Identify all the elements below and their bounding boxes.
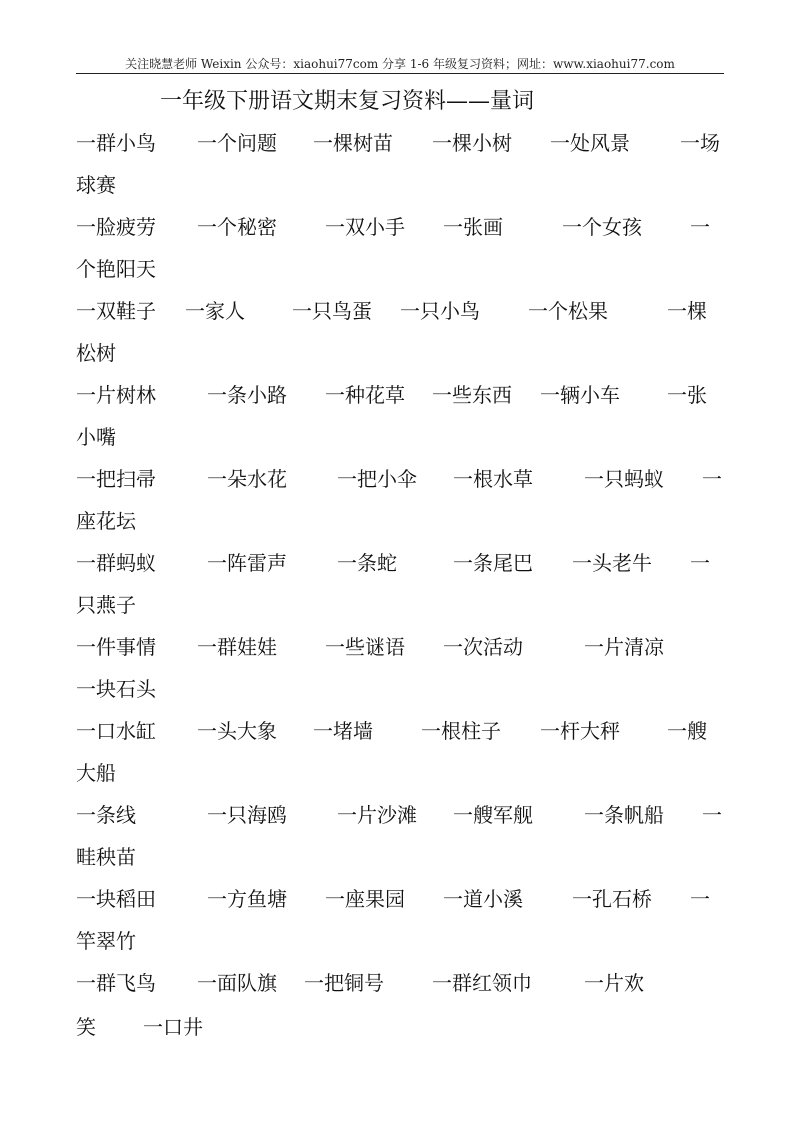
vocab-word: 畦秧苗 <box>76 845 136 869</box>
vocab-word: 一棵 <box>667 299 707 323</box>
vocab-word: 一 <box>690 215 710 239</box>
vocab-word: 一面队旗 <box>197 971 277 995</box>
vocab-word: 松树 <box>76 341 116 365</box>
vocab-word: 一方鱼塘 <box>207 887 287 911</box>
vocab-word: 一棵小树 <box>432 131 512 155</box>
vocab-word: 一杆大秤 <box>540 719 620 743</box>
vocab-word: 一艘 <box>667 719 707 743</box>
vocab-word: 一条蛇 <box>337 551 397 575</box>
vocab-word: 一张画 <box>443 215 503 239</box>
vocab-word: 一个松果 <box>528 299 608 323</box>
vocab-word: 一 <box>690 887 710 911</box>
vocab-word: 一群红领巾 <box>432 971 532 995</box>
vocab-word: 一群小鸟 <box>76 131 156 155</box>
vocab-word: 一种花草 <box>325 383 405 407</box>
vocab-word: 一头大象 <box>197 719 277 743</box>
vocab-word: 一朵水花 <box>207 467 287 491</box>
vocab-word: 一棵树苗 <box>313 131 393 155</box>
vocab-word: 一群飞鸟 <box>76 971 156 995</box>
vocab-word: 一片树林 <box>76 383 156 407</box>
vocab-word: 一 <box>702 803 722 827</box>
vocab-word: 一双鞋子 <box>76 299 156 323</box>
vocab-word: 只燕子 <box>76 593 136 617</box>
vocab-word: 一把铜号 <box>304 971 384 995</box>
vocab-word: 一条帆船 <box>584 803 664 827</box>
vocab-word: 一处风景 <box>550 131 630 155</box>
vocab-word: 一个秘密 <box>197 215 277 239</box>
vocab-word: 一条小路 <box>207 383 287 407</box>
vocab-word: 一堵墙 <box>313 719 373 743</box>
vocab-word: 一双小手 <box>325 215 405 239</box>
vocab-word: 大船 <box>76 761 116 785</box>
vocab-word: 小嘴 <box>76 425 116 449</box>
vocab-word: 一座果园 <box>325 887 405 911</box>
vocab-word: 一个问题 <box>197 131 277 155</box>
vocab-word: 一艘军舰 <box>453 803 533 827</box>
vocab-word: 笑 <box>76 1015 96 1039</box>
vocab-word: 一次活动 <box>443 635 523 659</box>
vocab-word: 一根柱子 <box>421 719 501 743</box>
vocab-word: 一脸疲劳 <box>76 215 156 239</box>
vocab-word: 一只蚂蚁 <box>584 467 664 491</box>
vocab-word: 一条线 <box>76 803 136 827</box>
page-title: 一年级下册语文期末复习资料——量词 <box>160 89 535 114</box>
vocab-word: 一只小鸟 <box>400 299 480 323</box>
vocab-word: 球赛 <box>76 173 116 197</box>
vocab-word: 个艳阳天 <box>76 257 156 281</box>
vocab-word: 一阵雷声 <box>207 551 287 575</box>
vocab-word: 一 <box>690 551 710 575</box>
vocab-word: 一口水缸 <box>76 719 156 743</box>
vocab-word: 一些东西 <box>432 383 512 407</box>
vocab-word: 一些谜语 <box>325 635 405 659</box>
vocab-word: 一块稻田 <box>76 887 156 911</box>
vocab-word: 一片清凉 <box>584 635 664 659</box>
vocab-word: 竿翠竹 <box>76 929 136 953</box>
vocab-word: 一只鸟蛋 <box>292 299 372 323</box>
vocab-word: 一口井 <box>143 1015 203 1039</box>
vocab-word: 一条尾巴 <box>453 551 533 575</box>
vocab-word: 一块石头 <box>76 677 156 701</box>
vocab-word: 一 <box>702 467 722 491</box>
vocab-word: 一张 <box>667 383 707 407</box>
vocab-word: 一道小溪 <box>443 887 523 911</box>
vocab-word: 一个女孩 <box>562 215 642 239</box>
vocab-word: 一把扫帚 <box>76 467 156 491</box>
vocab-word: 一群蚂蚁 <box>76 551 156 575</box>
vocab-word: 一头老牛 <box>572 551 652 575</box>
vocab-word: 一群娃娃 <box>197 635 277 659</box>
vocab-word: 一只海鸥 <box>207 803 287 827</box>
vocab-word: 一辆小车 <box>540 383 620 407</box>
vocab-word: 一场 <box>680 131 720 155</box>
vocab-word: 一家人 <box>185 299 245 323</box>
page-header: 关注晓慧老师 Weixin 公众号：xiaohui77com 分享 1-6 年级复习资料；网址：www.xiaohui77.com <box>125 57 675 71</box>
vocab-word: 一根水草 <box>453 467 533 491</box>
header-divider <box>76 73 724 74</box>
vocab-word: 一片沙滩 <box>337 803 417 827</box>
vocab-word: 一把小伞 <box>337 467 417 491</box>
vocab-word: 座花坛 <box>76 509 136 533</box>
vocab-word: 一孔石桥 <box>572 887 652 911</box>
vocab-word: 一件事情 <box>76 635 156 659</box>
vocab-word: 一片欢 <box>584 971 644 995</box>
